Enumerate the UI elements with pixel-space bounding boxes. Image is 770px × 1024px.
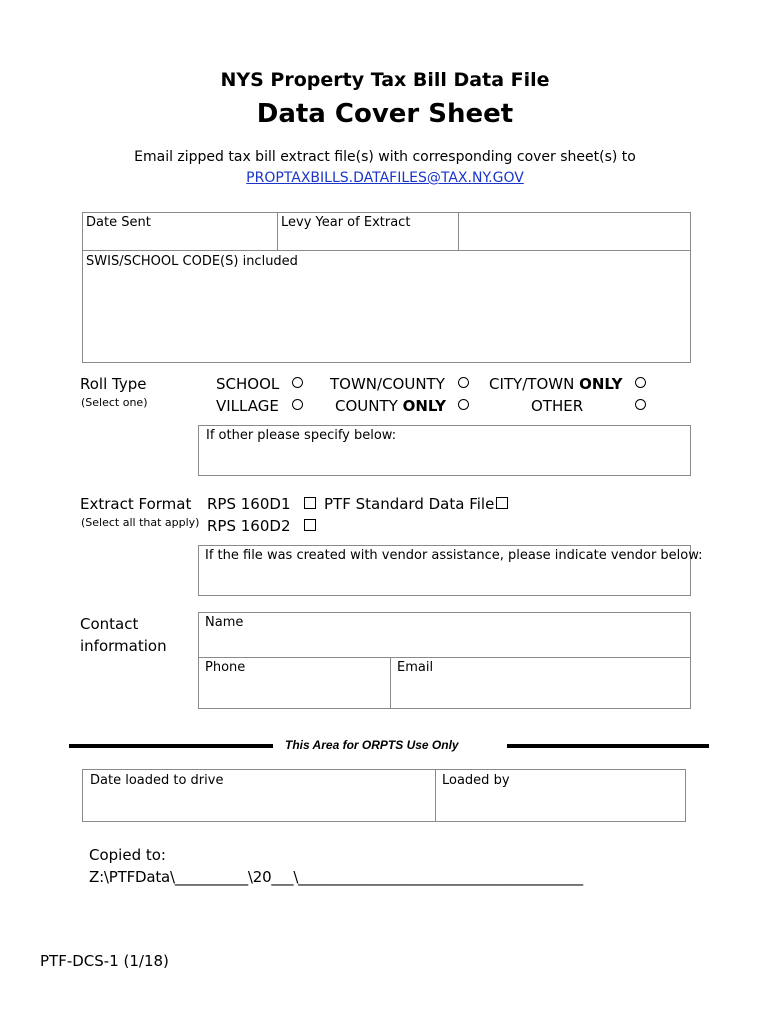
rps-160d1-label: RPS 160D1: [207, 495, 291, 513]
school-option-label: SCHOOL: [216, 375, 280, 393]
email-instruction: Email zipped tax bill extract file(s) with corresponding cover sheet(s) to: [134, 149, 636, 165]
name-field[interactable]: [199, 613, 690, 657]
contact-label-line2: information: [80, 637, 167, 655]
ptf-standard-checkbox[interactable]: [496, 497, 508, 509]
village-option-label: VILLAGE: [216, 397, 279, 415]
email-field[interactable]: [391, 658, 690, 708]
date-loaded-label: Date loaded to drive: [90, 773, 224, 788]
roll-type-note: (Select one): [81, 396, 148, 409]
village-radio[interactable]: [292, 399, 303, 410]
other-specify-label: If other please specify below:: [206, 428, 397, 443]
copied-to-label: Copied to:: [89, 846, 166, 864]
loaded-by-label: Loaded by: [442, 773, 510, 788]
city-town-only-option-label: [489, 375, 622, 393]
email-label: Email: [397, 660, 434, 675]
form-title: Data Cover Sheet: [256, 99, 514, 129]
other-option-label: OTHER: [531, 397, 584, 415]
county-only-option-label: [335, 397, 446, 415]
form-subtitle: NYS Property Tax Bill Data File: [220, 69, 550, 91]
phone-label: Phone: [205, 660, 246, 675]
city-town-prefix: CITY/TOWN: [489, 375, 575, 393]
county-only-radio[interactable]: [458, 399, 469, 410]
vendor-note-label: If the file was created with vendor assistance, please indicate vendor below:: [205, 548, 703, 563]
city-town-only-emphasis: ONLY: [579, 375, 623, 393]
rps-160d1-checkbox[interactable]: [304, 497, 316, 509]
rps-160d2-checkbox[interactable]: [304, 519, 316, 531]
orpts-rule-left: [69, 744, 273, 748]
levy-year-label: Levy Year of Extract: [281, 215, 411, 230]
roll-type-label: Roll Type: [80, 375, 147, 393]
orpts-heading: This Area for ORPTS Use Only: [285, 738, 459, 752]
swis-codes-label: SWIS/SCHOOL CODE(S) included: [86, 254, 298, 269]
ptf-standard-label: PTF Standard Data File: [324, 495, 495, 513]
email-link[interactable]: PROPTAXBILLS.DATAFILES@TAX.NY.GOV: [246, 170, 524, 186]
town-county-option-label: TOWN/COUNTY: [330, 375, 445, 393]
name-label: Name: [205, 615, 244, 630]
rps-160d2-label: RPS 160D2: [207, 517, 291, 535]
date-sent-label: Date Sent: [86, 215, 151, 230]
form-id: PTF-DCS-1 (1/18): [40, 952, 169, 970]
town-county-radio[interactable]: [458, 377, 469, 388]
copied-to-path: Z:\PTFData\__________\20___\_______________________________________: [89, 868, 583, 886]
extract-format-note: (Select all that apply): [81, 516, 200, 529]
other-radio[interactable]: [635, 399, 646, 410]
extract-format-label: Extract Format: [80, 495, 192, 513]
county-only-emphasis: ONLY: [402, 397, 446, 415]
levy-year-value-field[interactable]: [459, 213, 690, 250]
city-town-only-radio[interactable]: [635, 377, 646, 388]
orpts-rule-right: [507, 744, 709, 748]
contact-label-line1: Contact: [80, 615, 139, 633]
county-only-prefix: COUNTY: [335, 397, 398, 415]
school-radio[interactable]: [292, 377, 303, 388]
